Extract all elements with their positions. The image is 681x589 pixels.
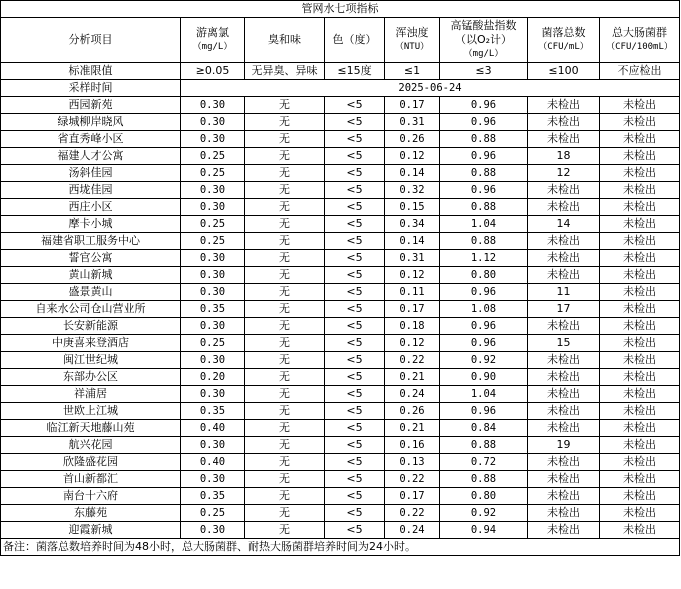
odor-value: 无 bbox=[245, 165, 325, 182]
sample-time-row bbox=[1, 80, 680, 97]
header-permanganate bbox=[440, 18, 528, 63]
color-value: <5 bbox=[325, 165, 385, 182]
site-name: 临江新天地藤山苑 bbox=[1, 420, 181, 437]
bacteria-value: 未检出 bbox=[528, 318, 600, 335]
table-row bbox=[1, 318, 680, 335]
odor-value: 无 bbox=[245, 505, 325, 522]
odor-value: 无 bbox=[245, 182, 325, 199]
permanganate-value: 1.08 bbox=[440, 301, 528, 318]
site-name: 摩卡小城 bbox=[1, 216, 181, 233]
bacteria-value: 未检出 bbox=[528, 369, 600, 386]
table-row bbox=[1, 131, 680, 148]
table-row bbox=[1, 403, 680, 420]
permanganate-value: 0.88 bbox=[440, 471, 528, 488]
site-name: 南台十六府 bbox=[1, 488, 181, 505]
turbidity-value: 0.22 bbox=[385, 352, 440, 369]
limit-color: ≤15度 bbox=[325, 63, 385, 80]
site-name: 世欧上江城 bbox=[1, 403, 181, 420]
turbidity-value: 0.22 bbox=[385, 471, 440, 488]
color-value: <5 bbox=[325, 386, 385, 403]
site-name: 航兴花园 bbox=[1, 437, 181, 454]
header-coliform-label: 总大肠菌群 bbox=[612, 26, 667, 39]
color-value: <5 bbox=[325, 352, 385, 369]
chlorine-value: 0.25 bbox=[181, 148, 245, 165]
odor-value: 无 bbox=[245, 148, 325, 165]
odor-value: 无 bbox=[245, 97, 325, 114]
bacteria-value: 未检出 bbox=[528, 97, 600, 114]
permanganate-value: 0.92 bbox=[440, 505, 528, 522]
table-row bbox=[1, 148, 680, 165]
sample-time-label: 采样时间 bbox=[1, 80, 181, 97]
table-title: 管网水七项指标 bbox=[1, 1, 680, 18]
site-name: 闽江世纪城 bbox=[1, 352, 181, 369]
table-row bbox=[1, 505, 680, 522]
table-row bbox=[1, 284, 680, 301]
color-value: <5 bbox=[325, 233, 385, 250]
permanganate-value: 0.88 bbox=[440, 165, 528, 182]
odor-value: 无 bbox=[245, 522, 325, 539]
turbidity-value: 0.15 bbox=[385, 199, 440, 216]
coliform-value: 未检出 bbox=[600, 505, 680, 522]
coliform-value: 未检出 bbox=[600, 131, 680, 148]
chlorine-value: 0.30 bbox=[181, 437, 245, 454]
bacteria-value: 未检出 bbox=[528, 420, 600, 437]
coliform-value: 未检出 bbox=[600, 267, 680, 284]
coliform-value: 未检出 bbox=[600, 199, 680, 216]
header-chlorine-label: 游离氯 bbox=[196, 26, 229, 39]
turbidity-value: 0.21 bbox=[385, 420, 440, 437]
coliform-value: 未检出 bbox=[600, 454, 680, 471]
turbidity-value: 0.21 bbox=[385, 369, 440, 386]
turbidity-value: 0.34 bbox=[385, 216, 440, 233]
turbidity-value: 0.14 bbox=[385, 165, 440, 182]
header-turbidity-label: 浑浊度 bbox=[395, 26, 429, 39]
turbidity-value: 0.32 bbox=[385, 182, 440, 199]
bacteria-value: 17 bbox=[528, 301, 600, 318]
permanganate-value: 0.88 bbox=[440, 199, 528, 216]
table-row bbox=[1, 369, 680, 386]
turbidity-value: 0.24 bbox=[385, 522, 440, 539]
coliform-value: 未检出 bbox=[600, 522, 680, 539]
turbidity-value: 0.26 bbox=[385, 403, 440, 420]
odor-value: 无 bbox=[245, 267, 325, 284]
color-value: <5 bbox=[325, 454, 385, 471]
bacteria-value: 未检出 bbox=[528, 505, 600, 522]
header-odor: 臭和味 bbox=[245, 18, 325, 63]
bacteria-value: 未检出 bbox=[528, 114, 600, 131]
odor-value: 无 bbox=[245, 284, 325, 301]
table-row bbox=[1, 386, 680, 403]
site-name: 福建省职工服务中心 bbox=[1, 233, 181, 250]
header-permanganate-unit: （mg/L） bbox=[463, 49, 504, 59]
table-row bbox=[1, 233, 680, 250]
coliform-value: 未检出 bbox=[600, 216, 680, 233]
chlorine-value: 0.30 bbox=[181, 131, 245, 148]
chlorine-value: 0.30 bbox=[181, 318, 245, 335]
color-value: <5 bbox=[325, 216, 385, 233]
permanganate-value: 0.96 bbox=[440, 335, 528, 352]
bacteria-value: 19 bbox=[528, 437, 600, 454]
header-permanganate-label: 高锰酸盐指数 bbox=[450, 19, 517, 32]
coliform-value: 未检出 bbox=[600, 437, 680, 454]
table-row bbox=[1, 420, 680, 437]
chlorine-value: 0.30 bbox=[181, 114, 245, 131]
bacteria-value: 未检出 bbox=[528, 233, 600, 250]
chlorine-value: 0.30 bbox=[181, 386, 245, 403]
turbidity-value: 0.18 bbox=[385, 318, 440, 335]
permanganate-value: 0.80 bbox=[440, 488, 528, 505]
bacteria-value: 未检出 bbox=[528, 250, 600, 267]
chlorine-value: 0.25 bbox=[181, 505, 245, 522]
odor-value: 无 bbox=[245, 386, 325, 403]
chlorine-value: 0.30 bbox=[181, 182, 245, 199]
table-row bbox=[1, 199, 680, 216]
permanganate-value: 0.96 bbox=[440, 114, 528, 131]
chlorine-value: 0.25 bbox=[181, 233, 245, 250]
color-value: <5 bbox=[325, 301, 385, 318]
table-row bbox=[1, 250, 680, 267]
bacteria-value: 未检出 bbox=[528, 454, 600, 471]
odor-value: 无 bbox=[245, 301, 325, 318]
bacteria-value: 未检出 bbox=[528, 471, 600, 488]
odor-value: 无 bbox=[245, 114, 325, 131]
color-value: <5 bbox=[325, 471, 385, 488]
color-value: <5 bbox=[325, 437, 385, 454]
turbidity-value: 0.22 bbox=[385, 505, 440, 522]
header-turbidity bbox=[385, 18, 440, 63]
bacteria-value: 未检出 bbox=[528, 352, 600, 369]
color-value: <5 bbox=[325, 318, 385, 335]
turbidity-value: 0.12 bbox=[385, 335, 440, 352]
permanganate-value: 1.04 bbox=[440, 386, 528, 403]
site-name: 绿城柳岸晓风 bbox=[1, 114, 181, 131]
table-row bbox=[1, 97, 680, 114]
color-value: <5 bbox=[325, 369, 385, 386]
turbidity-value: 0.17 bbox=[385, 488, 440, 505]
site-name: 誓官公寓 bbox=[1, 250, 181, 267]
chlorine-value: 0.30 bbox=[181, 267, 245, 284]
header-bacteria-unit: （CFU/mL） bbox=[538, 42, 589, 52]
note-row bbox=[1, 539, 680, 556]
odor-value: 无 bbox=[245, 199, 325, 216]
color-value: <5 bbox=[325, 267, 385, 284]
coliform-value: 未检出 bbox=[600, 369, 680, 386]
coliform-value: 未检出 bbox=[600, 301, 680, 318]
site-name: 黄山新城 bbox=[1, 267, 181, 284]
chlorine-value: 0.35 bbox=[181, 301, 245, 318]
chlorine-value: 0.40 bbox=[181, 454, 245, 471]
permanganate-value: 0.96 bbox=[440, 97, 528, 114]
header-item: 分析项目 bbox=[1, 18, 181, 63]
table-row bbox=[1, 488, 680, 505]
table-row bbox=[1, 267, 680, 284]
site-name: 首山新都汇 bbox=[1, 471, 181, 488]
permanganate-value: 0.96 bbox=[440, 182, 528, 199]
turbidity-value: 0.13 bbox=[385, 454, 440, 471]
table-row bbox=[1, 335, 680, 352]
bacteria-value: 未检出 bbox=[528, 522, 600, 539]
permanganate-value: 0.96 bbox=[440, 403, 528, 420]
limits-label: 标准限值 bbox=[1, 63, 181, 80]
odor-value: 无 bbox=[245, 420, 325, 437]
sample-time-value: 2025-06-24 bbox=[181, 80, 680, 97]
odor-value: 无 bbox=[245, 352, 325, 369]
bacteria-value: 14 bbox=[528, 216, 600, 233]
header-turbidity-unit: （NTU） bbox=[394, 42, 430, 52]
table-row bbox=[1, 114, 680, 131]
turbidity-value: 0.14 bbox=[385, 233, 440, 250]
color-value: <5 bbox=[325, 420, 385, 437]
site-name: 东藤苑 bbox=[1, 505, 181, 522]
coliform-value: 未检出 bbox=[600, 403, 680, 420]
site-name: 长安新能源 bbox=[1, 318, 181, 335]
color-value: <5 bbox=[325, 97, 385, 114]
table-row bbox=[1, 454, 680, 471]
site-name: 祥浦居 bbox=[1, 386, 181, 403]
chlorine-value: 0.25 bbox=[181, 165, 245, 182]
permanganate-value: 0.96 bbox=[440, 148, 528, 165]
color-value: <5 bbox=[325, 522, 385, 539]
header-bacteria-label: 菌落总数 bbox=[541, 26, 586, 39]
permanganate-value: 0.80 bbox=[440, 267, 528, 284]
color-value: <5 bbox=[325, 114, 385, 131]
site-name: 盛景黄山 bbox=[1, 284, 181, 301]
turbidity-value: 0.24 bbox=[385, 386, 440, 403]
table-row bbox=[1, 301, 680, 318]
site-name: 汤斜佳园 bbox=[1, 165, 181, 182]
coliform-value: 未检出 bbox=[600, 114, 680, 131]
site-name: 福建人才公寓 bbox=[1, 148, 181, 165]
bacteria-value: 未检出 bbox=[528, 131, 600, 148]
coliform-value: 未检出 bbox=[600, 386, 680, 403]
turbidity-value: 0.31 bbox=[385, 114, 440, 131]
chlorine-value: 0.30 bbox=[181, 284, 245, 301]
chlorine-value: 0.30 bbox=[181, 471, 245, 488]
bacteria-value: 18 bbox=[528, 148, 600, 165]
site-name: 东部办公区 bbox=[1, 369, 181, 386]
bacteria-value: 未检出 bbox=[528, 488, 600, 505]
coliform-value: 未检出 bbox=[600, 233, 680, 250]
odor-value: 无 bbox=[245, 454, 325, 471]
turbidity-value: 0.16 bbox=[385, 437, 440, 454]
bacteria-value: 未检出 bbox=[528, 199, 600, 216]
turbidity-value: 0.31 bbox=[385, 250, 440, 267]
turbidity-value: 0.17 bbox=[385, 301, 440, 318]
odor-value: 无 bbox=[245, 131, 325, 148]
permanganate-value: 1.04 bbox=[440, 216, 528, 233]
table-row bbox=[1, 165, 680, 182]
color-value: <5 bbox=[325, 284, 385, 301]
coliform-value: 未检出 bbox=[600, 250, 680, 267]
site-name: 西园新苑 bbox=[1, 97, 181, 114]
chlorine-value: 0.30 bbox=[181, 199, 245, 216]
odor-value: 无 bbox=[245, 216, 325, 233]
color-value: <5 bbox=[325, 182, 385, 199]
table-note: 备注：菌落总数培养时间为48小时，总大肠菌群、耐热大肠菌群培养时间为24小时。 bbox=[1, 539, 680, 556]
turbidity-value: 0.12 bbox=[385, 267, 440, 284]
coliform-value: 未检出 bbox=[600, 165, 680, 182]
odor-value: 无 bbox=[245, 250, 325, 267]
turbidity-value: 0.26 bbox=[385, 131, 440, 148]
coliform-value: 未检出 bbox=[600, 352, 680, 369]
permanganate-value: 0.96 bbox=[440, 318, 528, 335]
chlorine-value: 0.30 bbox=[181, 97, 245, 114]
permanganate-value: 0.88 bbox=[440, 131, 528, 148]
coliform-value: 未检出 bbox=[600, 182, 680, 199]
limit-turbidity: ≤1 bbox=[385, 63, 440, 80]
bacteria-value: 11 bbox=[528, 284, 600, 301]
color-value: <5 bbox=[325, 488, 385, 505]
chlorine-value: 0.35 bbox=[181, 488, 245, 505]
color-value: <5 bbox=[325, 403, 385, 420]
coliform-value: 未检出 bbox=[600, 284, 680, 301]
table-row bbox=[1, 352, 680, 369]
permanganate-value: 0.88 bbox=[440, 437, 528, 454]
site-name: 西庄小区 bbox=[1, 199, 181, 216]
coliform-value: 未检出 bbox=[600, 335, 680, 352]
permanganate-value: 0.88 bbox=[440, 233, 528, 250]
table-row bbox=[1, 216, 680, 233]
limit-odor: 无异臭、异味 bbox=[245, 63, 325, 80]
header-bacteria bbox=[528, 18, 600, 63]
table-row bbox=[1, 182, 680, 199]
odor-value: 无 bbox=[245, 437, 325, 454]
header-color: 色（度） bbox=[325, 18, 385, 63]
permanganate-value: 0.90 bbox=[440, 369, 528, 386]
site-name: 中庚喜来登酒店 bbox=[1, 335, 181, 352]
chlorine-value: 0.25 bbox=[181, 216, 245, 233]
coliform-value: 未检出 bbox=[600, 420, 680, 437]
header-coliform bbox=[600, 18, 680, 63]
color-value: <5 bbox=[325, 148, 385, 165]
permanganate-value: 0.72 bbox=[440, 454, 528, 471]
odor-value: 无 bbox=[245, 335, 325, 352]
chlorine-value: 0.30 bbox=[181, 250, 245, 267]
odor-value: 无 bbox=[245, 471, 325, 488]
table-row bbox=[1, 522, 680, 539]
header-permanganate-sub: （以O₂计） bbox=[454, 33, 513, 46]
table-row bbox=[1, 471, 680, 488]
color-value: <5 bbox=[325, 131, 385, 148]
limit-permanganate: ≤3 bbox=[440, 63, 528, 80]
bacteria-value: 12 bbox=[528, 165, 600, 182]
bacteria-value: 未检出 bbox=[528, 386, 600, 403]
bacteria-value: 15 bbox=[528, 335, 600, 352]
coliform-value: 未检出 bbox=[600, 488, 680, 505]
site-name: 西垅佳园 bbox=[1, 182, 181, 199]
header-coliform-unit: （CFU/100mL） bbox=[606, 42, 673, 52]
coliform-value: 未检出 bbox=[600, 148, 680, 165]
limit-bacteria: ≤100 bbox=[528, 63, 600, 80]
coliform-value: 未检出 bbox=[600, 318, 680, 335]
color-value: <5 bbox=[325, 505, 385, 522]
header-chlorine bbox=[181, 18, 245, 63]
site-name: 欣隆盛花园 bbox=[1, 454, 181, 471]
permanganate-value: 0.94 bbox=[440, 522, 528, 539]
color-value: <5 bbox=[325, 335, 385, 352]
bacteria-value: 未检出 bbox=[528, 403, 600, 420]
permanganate-value: 0.96 bbox=[440, 284, 528, 301]
site-name: 自来水公司仓山营业所 bbox=[1, 301, 181, 318]
color-value: <5 bbox=[325, 250, 385, 267]
permanganate-value: 0.84 bbox=[440, 420, 528, 437]
odor-value: 无 bbox=[245, 488, 325, 505]
limit-coliform: 不应检出 bbox=[600, 63, 680, 80]
turbidity-value: 0.12 bbox=[385, 148, 440, 165]
coliform-value: 未检出 bbox=[600, 97, 680, 114]
table-row bbox=[1, 437, 680, 454]
site-name: 省直秀峰小区 bbox=[1, 131, 181, 148]
site-name: 迎霞新城 bbox=[1, 522, 181, 539]
coliform-value: 未检出 bbox=[600, 471, 680, 488]
turbidity-value: 0.17 bbox=[385, 97, 440, 114]
chlorine-value: 0.40 bbox=[181, 420, 245, 437]
chlorine-value: 0.25 bbox=[181, 335, 245, 352]
chlorine-value: 0.30 bbox=[181, 352, 245, 369]
permanganate-value: 1.12 bbox=[440, 250, 528, 267]
chlorine-value: 0.30 bbox=[181, 522, 245, 539]
turbidity-value: 0.11 bbox=[385, 284, 440, 301]
chlorine-value: 0.35 bbox=[181, 403, 245, 420]
color-value: <5 bbox=[325, 199, 385, 216]
header-chlorine-unit: （mg/L） bbox=[192, 42, 233, 52]
odor-value: 无 bbox=[245, 233, 325, 250]
limits-row bbox=[1, 63, 680, 80]
bacteria-value: 未检出 bbox=[528, 182, 600, 199]
bacteria-value: 未检出 bbox=[528, 267, 600, 284]
chlorine-value: 0.20 bbox=[181, 369, 245, 386]
permanganate-value: 0.92 bbox=[440, 352, 528, 369]
odor-value: 无 bbox=[245, 369, 325, 386]
odor-value: 无 bbox=[245, 318, 325, 335]
odor-value: 无 bbox=[245, 403, 325, 420]
limit-chlorine: ≥0.05 bbox=[181, 63, 245, 80]
